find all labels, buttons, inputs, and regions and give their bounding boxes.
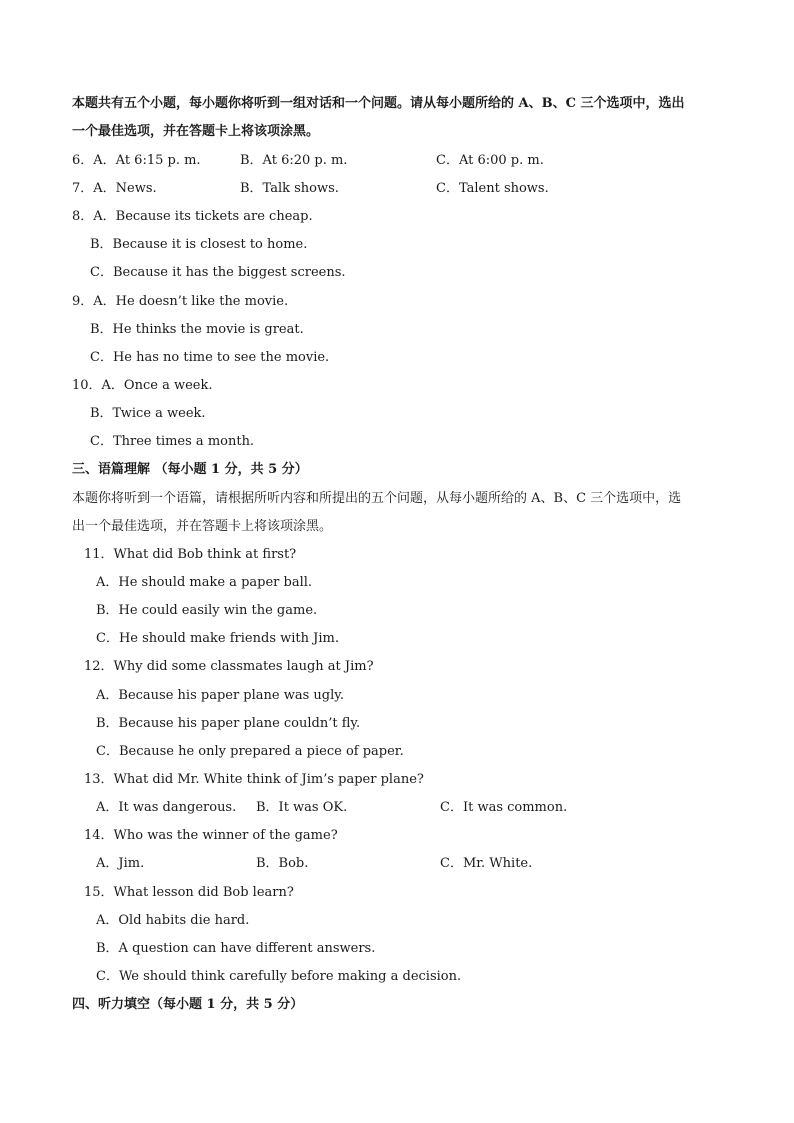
q8-option-b: B．Because it is closest to home. <box>90 237 308 252</box>
q15-stem: 15．What lesson did Bob learn? <box>84 885 294 900</box>
q6-option-a: 6．A．At 6:15 p. m. <box>72 153 201 168</box>
section3-heading: 三、语篇理解 （每小题 1 分，共 5 分） <box>72 462 308 477</box>
q15-option-b: B．A question can have different answers. <box>96 941 376 956</box>
q7-option-c: C．Talent shows. <box>436 181 549 196</box>
q10-option-b: B．Twice a week. <box>90 406 206 421</box>
section3-instruction-line1: 本题你将听到一个语篇，请根据所听内容和所提出的五个问题，从每小题所给的 A、B、C 三个选项中，选 <box>72 491 682 506</box>
q6-option-c: C．At 6:00 p. m. <box>436 153 544 168</box>
q15-option-a: A．Old habits die hard. <box>96 913 250 928</box>
q11-option-a: A．He should make a paper ball. <box>96 575 313 590</box>
q8-option-a: 8．A．Because its tickets are cheap. <box>72 209 313 224</box>
q13-option-c: C．It was common. <box>440 800 568 815</box>
q12-stem: 12．Why did some classmates laugh at Jim? <box>84 659 374 674</box>
q12-option-b: B．Because his paper plane couldn’t fly. <box>96 716 361 731</box>
q7-option-a: 7．A．News. <box>72 181 157 196</box>
q10-option-a: 10．A．Once a week. <box>72 378 213 393</box>
q7-option-b: B．Talk shows. <box>240 181 339 196</box>
section3-instruction-line2: 出一个最佳选项，并在答题卡上将该项涂黑。 <box>72 519 333 534</box>
q9-option-b: B．He thinks the movie is great. <box>90 322 304 337</box>
q9-option-c: C．He has no time to see the movie. <box>90 350 330 365</box>
q10-option-c: C．Three times a month. <box>90 434 255 449</box>
section2-instruction-line2: 一个最佳选项，并在答题卡上将该项涂黑。 <box>72 124 320 139</box>
q14-option-c: C．Mr. White. <box>440 856 533 871</box>
q11-stem: 11．What did Bob think at first? <box>84 547 297 562</box>
q9-option-a: 9．A．He doesn’t like the movie. <box>72 294 289 309</box>
q15-option-c: C．We should think carefully before making a decision. <box>96 969 462 984</box>
q12-option-c: C．Because he only prepared a piece of paper. <box>96 744 404 759</box>
section4-heading: 四、听力填空（每小题 1 分，共 5 分） <box>72 997 304 1012</box>
q13-option-b: B．It was OK. <box>256 800 348 815</box>
q14-stem: 14．Who was the winner of the game? <box>84 828 338 843</box>
section2-instruction-line1: 本题共有五个小题，每小题你将听到一组对话和一个问题。请从每小题所给的 A、B、C 三个选项中，选出 <box>72 96 685 111</box>
q14-option-a: A．Jim. <box>96 856 145 871</box>
q13-stem: 13．What did Mr. White think of Jim’s paper plane? <box>84 772 424 787</box>
q8-option-c: C．Because it has the biggest screens. <box>90 265 346 280</box>
q12-option-a: A．Because his paper plane was ugly. <box>96 688 345 703</box>
q11-option-c: C．He should make friends with Jim. <box>96 631 339 646</box>
q11-option-b: B．He could easily win the game. <box>96 603 318 618</box>
q13-option-a: A．It was dangerous. <box>96 800 237 815</box>
q14-option-b: B．Bob. <box>256 856 309 871</box>
q6-option-b: B．At 6:20 p. m. <box>240 153 348 168</box>
